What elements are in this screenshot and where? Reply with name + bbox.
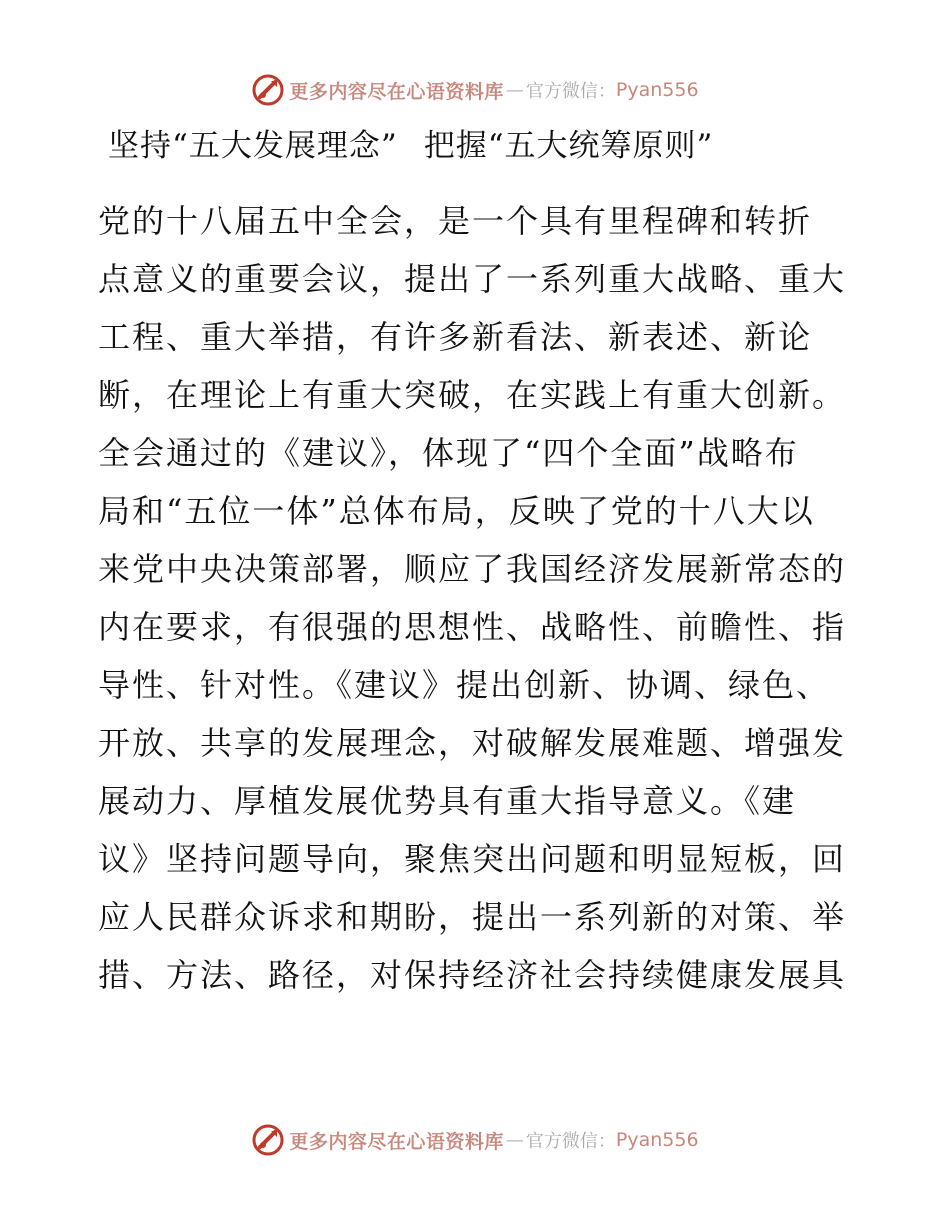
- text-line: 开放、共享的发展理念，对破解发展难题、增强发: [98, 724, 847, 762]
- header-watermark: [0, 70, 950, 110]
- text-line: 工程、重大举措，有许多新看法、新表述、新论: [98, 318, 813, 356]
- footer-watermark: [0, 1120, 950, 1160]
- watermark-separator: —: [505, 79, 524, 101]
- brand-logo-icon: [251, 73, 285, 107]
- title-part-1: 坚持“五大发展理念”: [108, 128, 398, 164]
- text-line: 点意义的重要会议，提出了一系列重大战略、重大: [98, 260, 847, 298]
- text-line: 来党中央决策部署，顺应了我国经济发展新常态的: [98, 550, 847, 588]
- text-line: 展动力、厚植发展优势具有重大指导意义。《建: [98, 782, 797, 820]
- text-line: 内在要求，有很强的思想性、战略性、前瞻性、指: [98, 608, 847, 646]
- text-line: 议》坚持问题导向，聚焦突出问题和明显短板，回: [98, 840, 847, 878]
- brand-logo-icon: [251, 1123, 285, 1157]
- text-line: 措、方法、路径，对保持经济社会持续健康发展具: [98, 956, 847, 994]
- body-paragraph: [98, 192, 858, 1004]
- text-line: 全会通过的《建议》，体现了“四个全面”战略布: [98, 434, 799, 472]
- text-line: 应人民群众诉求和期盼，提出一系列新的对策、举: [98, 898, 847, 936]
- document-title: [108, 124, 908, 168]
- text-line: 局和“五位一体”总体布局，反映了党的十八大以: [98, 492, 815, 530]
- watermark-text: 更多内容尽在心语资料库: [289, 80, 504, 103]
- text-line: 断，在理论上有重大突破，在实践上有重大创新。: [98, 376, 847, 414]
- text-line: 党的十八届五中全会，是一个具有里程碑和转折: [98, 202, 813, 240]
- watermark-contact-id: Pyan556: [615, 1129, 699, 1151]
- title-part-2: 把握“五大统筹原则”: [423, 128, 714, 164]
- text-line: 导性、针对性。《建议》提出创新、协调、绿色、: [98, 666, 831, 704]
- watermark-contact-label: 官方微信：: [525, 1131, 616, 1152]
- watermark-separator: —: [505, 1129, 524, 1151]
- watermark-contact-label: 官方微信：: [525, 81, 616, 102]
- watermark-contact-id: Pyan556: [615, 79, 699, 101]
- watermark-text: 更多内容尽在心语资料库: [289, 1130, 504, 1153]
